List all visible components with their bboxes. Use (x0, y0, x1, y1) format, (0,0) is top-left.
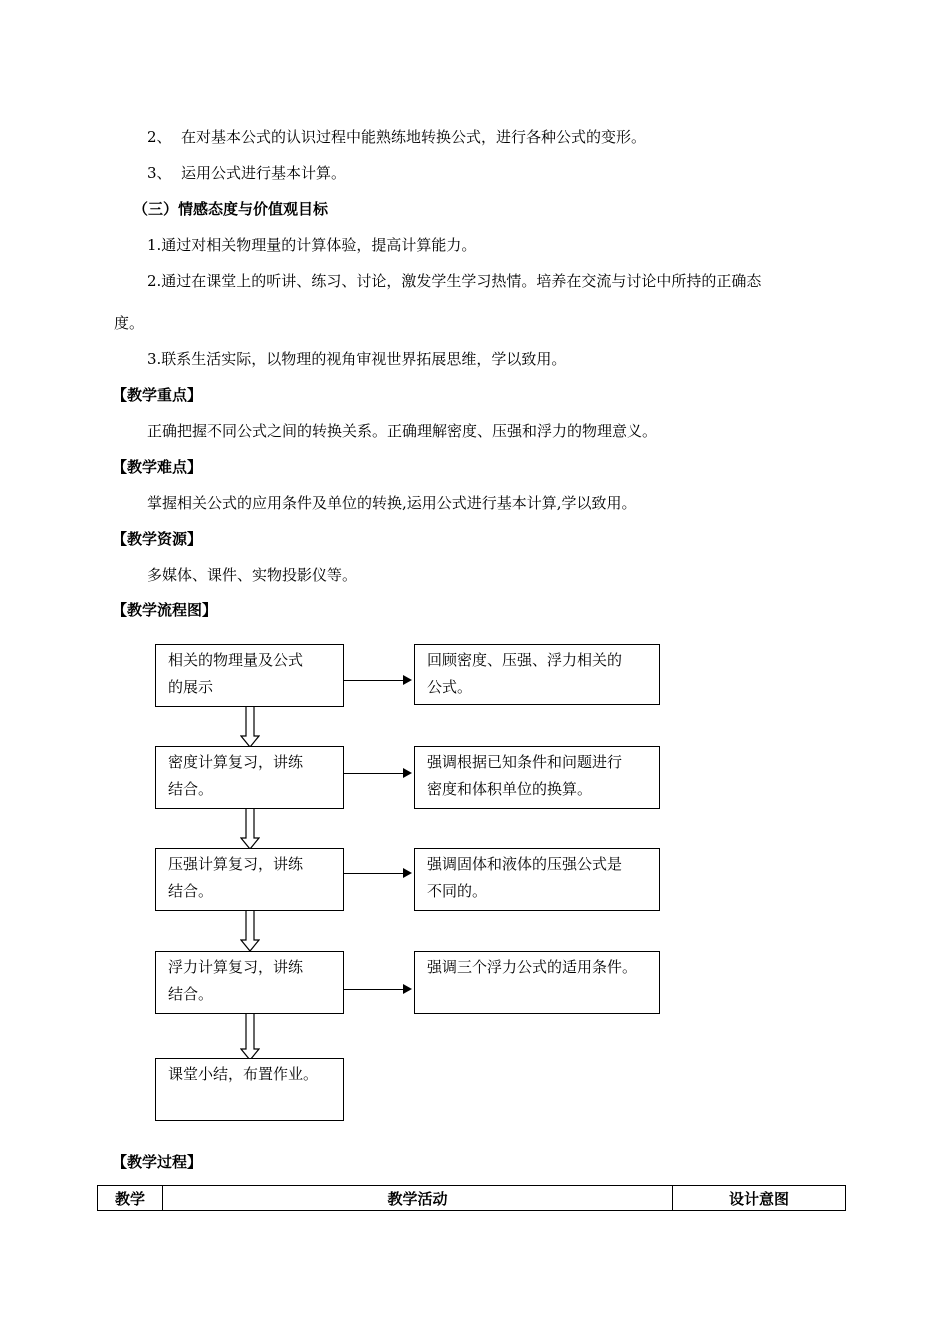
emotion-goal-2a: 2.通过在课堂上的听讲、练习、讨论，激发学生学习热情。培养在交流与讨论中所持的正确态 (147, 272, 762, 290)
objective-2-text: 在对基本公式的认识过程中能熟练地转换公式，进行各种公式的变形。 (181, 128, 647, 146)
flow-step-1-line1: 相关的物理量及公式 (168, 651, 304, 669)
objective-2-number: 2、 (147, 128, 172, 146)
key-points-title: 【教学重点】 (112, 386, 203, 404)
resources-text: 多媒体、课件、实物投影仪等。 (147, 566, 358, 584)
process-table (97, 1185, 846, 1211)
difficulties-text: 掌握相关公式的应用条件及单位的转换,运用公式进行基本计算,学以致用。 (147, 494, 637, 512)
flow-down-arrow-2 (240, 808, 260, 850)
emotion-goal-3: 3.联系生活实际，以物理的视角审视世界拓展思维，学以致用。 (147, 350, 567, 368)
flow-note-4-line1: 强调三个浮力公式的适用条件。 (427, 958, 638, 976)
flow-down-arrow-4 (240, 1013, 260, 1061)
flow-note-4-box (414, 951, 660, 1014)
flow-step-5-box (155, 1058, 344, 1121)
table-header-activity: 教学活动 (163, 1186, 673, 1211)
table-header-intent: 设计意图 (673, 1186, 846, 1211)
flow-step-3-line2: 结合。 (168, 882, 214, 900)
process-title: 【教学过程】 (112, 1153, 203, 1171)
emotion-goal-1: 1.通过对相关物理量的计算体验，提高计算能力。 (147, 236, 477, 254)
flow-right-arrow-4 (344, 989, 410, 990)
flow-note-2-line2: 密度和体积单位的换算。 (427, 780, 593, 798)
flow-down-arrow-3 (240, 910, 260, 952)
flow-step-2-line1: 密度计算复习，讲练 (168, 753, 304, 771)
flow-step-5-line1: 课堂小结，布置作业。 (168, 1065, 319, 1083)
flow-right-arrow-3 (344, 873, 410, 874)
resources-title: 【教学资源】 (112, 530, 203, 548)
emotion-goal-heading: （三）情感态度与价值观目标 (133, 200, 329, 218)
flow-note-3-line1: 强调固体和液体的压强公式是 (427, 855, 623, 873)
flow-right-arrow-2 (344, 773, 410, 774)
flow-step-4-line1: 浮力计算复习，讲练 (168, 958, 304, 976)
flow-step-1-line2: 的展示 (168, 678, 214, 696)
table-header-row (98, 1186, 846, 1211)
flow-note-1-line1: 回顾密度、压强、浮力相关的 (427, 651, 623, 669)
objective-3-number: 3、 (147, 164, 172, 182)
flow-step-2-line2: 结合。 (168, 780, 214, 798)
flow-step-3-box (155, 848, 344, 911)
difficulties-title: 【教学难点】 (112, 458, 203, 476)
flow-step-4-box (155, 951, 344, 1014)
flow-right-arrow-1 (344, 680, 410, 681)
flow-down-arrow-1 (240, 706, 260, 748)
flowchart-title: 【教学流程图】 (112, 601, 218, 619)
flow-note-3-line2: 不同的。 (427, 882, 488, 900)
table-header-stage: 教学 (98, 1186, 163, 1211)
flow-step-2-box (155, 746, 344, 809)
key-points-text: 正确把握不同公式之间的转换关系。正确理解密度、压强和浮力的物理意义。 (147, 422, 658, 440)
flow-note-1-box (414, 644, 660, 705)
flow-note-3-box (414, 848, 660, 911)
emotion-goal-2b: 度。 (114, 314, 145, 332)
flow-step-3-line1: 压强计算复习，讲练 (168, 855, 304, 873)
flow-step-4-line2: 结合。 (168, 985, 214, 1003)
flow-note-2-box (414, 746, 660, 809)
flow-step-1-box (155, 644, 344, 707)
objective-3-text: 运用公式进行基本计算。 (181, 164, 347, 182)
flow-note-1-line2: 公式。 (427, 678, 473, 696)
flow-note-2-line1: 强调根据已知条件和问题进行 (427, 753, 623, 771)
